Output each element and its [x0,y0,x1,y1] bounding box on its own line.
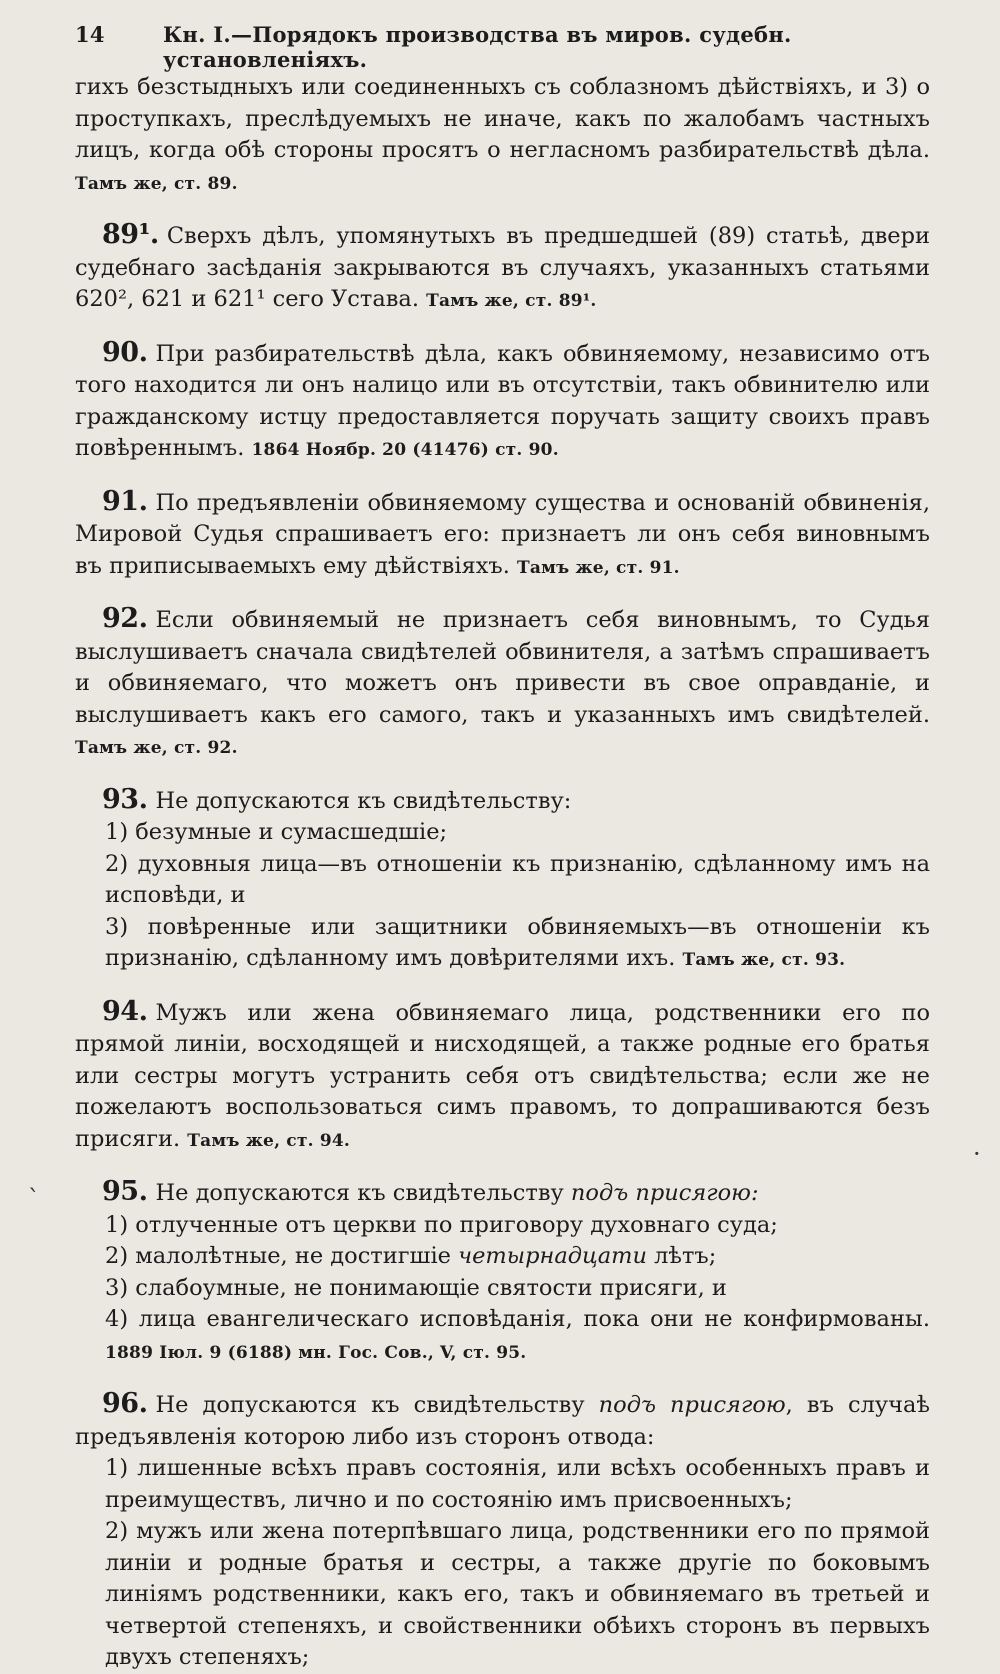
stray-ink-mark: ˋ [28,1185,40,1213]
article-90 [75,337,930,467]
source-reference: Тамъ же, ст. 89. [75,173,238,194]
article-lead [75,1176,930,1210]
article-96 [75,1388,930,1674]
article-94 [75,996,930,1158]
article-text: Мужъ или жена обвиняемаго лица, родственники его по прямой линіи, восходящей и нисходящей, а также родные его братья или сестры могутъ устранить себя отъ свидѣтельства; если же не пожелаютъ воспользоваться симъ правомъ, то допрашиваются безъ присяги. [75,999,930,1152]
article-number: 90. [102,336,148,368]
list-item: 1) лишенные всѣхъ правъ состоянія, или всѣхъ особенныхъ правъ и преимуществъ, лично и по состоянію имъ присвоенныхъ; [105,1455,930,1513]
article-91 [75,486,930,585]
list-item [75,1241,930,1273]
stray-ink-mark: · [973,1140,981,1168]
list-item-tail: лѣтъ; [646,1243,717,1269]
article-92 [75,603,930,765]
list-item-italic: четырнадцати [458,1243,647,1269]
article-text-italic: подъ присягою: [570,1180,759,1206]
article-89-1 [75,219,930,318]
list-item: 2) мужъ или жена потерпѣвшаго лица, родственники его по прямой линіи и родные братья и сестры, а также другіе по боковымъ линіямъ родственники, какъ его, такъ и обвиняемаго въ третьей и четвертой степеняхъ, и свойственники обѣихъ сторонъ въ первыхъ двухъ степеняхъ; [105,1518,930,1670]
article-text-tail: , въ случаѣ предъявленія которою либо изъ сторонъ отвода: [75,1392,930,1450]
list-item-text: 4) лица евангелическаго исповѣданія, пока они не конфирмованы. [105,1306,930,1332]
list-item: 1) отлученные отъ церкви по приговору духовнаго суда; [105,1211,778,1238]
page-number: 14 [75,22,105,47]
source-reference: 1889 Іюл. 9 (6188) мн. Гос. Сов., V, ст. 95. [105,1342,527,1363]
article-number: 94. [102,995,148,1027]
article-text: По предъявленіи обвиняемому существа и основаній обвиненія, Мировой Судья спрашиваетъ его: признаетъ ли онъ себя виновнымъ въ приписываемыхъ ему дѣйствіяхъ. [75,489,930,579]
source-reference: Тамъ же, ст. 91. [517,557,680,578]
article-text: Если обвиняемый не признаетъ себя виновнымъ, то Судья выслушиваетъ сначала свидѣтелей обвинителя, а затѣмъ спрашиваетъ и обвиняемаго, что можетъ онъ привести въ свое оправданіе, и выслушиваетъ какъ его самого, такъ и указанныхъ имъ свидѣтелей. [75,607,930,728]
running-header [75,22,930,72]
article-text-italic: подъ присягою [598,1392,786,1418]
list-item: 2) духовныя лица—въ отношеніи къ признанію, сдѣланному имъ на исповѣди, и [105,850,930,908]
list-item: 1) безумные и сумасшедшіе; [105,819,448,845]
article-number: 95. [102,1176,148,1207]
article-number: 96. [102,1388,148,1419]
list-item-text: 2) малолѣтные, не достигшіе [105,1243,459,1269]
article-text: Не допускаются къ свидѣтельству: [155,787,572,814]
article-lead [75,784,930,818]
list-item: 3) слабоумные, не понимающіе святости присяги, и [105,1274,727,1301]
source-reference: Тамъ же, ст. 92. [75,738,238,758]
source-reference: Тамъ же, ст. 89¹. [426,291,597,311]
article-number: 93. [102,783,148,815]
list-item-text: 3) повѣренные или защитники обвиняемыхъ—въ отношеніи къ признанію, сдѣланному имъ довѣрителями ихъ. [105,913,930,971]
list-item [75,1304,930,1369]
running-title: Кн. I.—Порядокъ производства въ миров. судебн. установленіяхъ. [163,22,792,72]
article-number: 89¹. [102,219,159,250]
list-item [75,912,930,977]
article-text: При разбирательствѣ дѣла, какъ обвиняемому, независимо отъ того находится ли онъ налицо или въ отсутствіи, такъ обвинителю или гражданскому истцу предоставляется поручать защиту своихъ правъ повѣреннымъ. [75,340,930,461]
continued-paragraph [75,72,930,200]
article-95 [75,1176,930,1369]
article-number: 91. [102,485,148,517]
source-reference: 1864 Ноябр. 20 (41476) ст. 90. [251,440,559,460]
paragraph-text: гихъ безстыдныхъ или соединенныхъ съ соблазномъ дѣйствіяхъ, и 3) о проступкахъ, преслѣдуемыхъ не иначе, какъ по жалобамъ частныхъ лицъ, когда обѣ стороны просятъ о негласномъ разбирательствѣ дѣла. [75,74,930,163]
article-number: 92. [102,603,148,634]
article-text: Сверхъ дѣлъ, упомянутыхъ въ предшедшей (89) статьѣ, двери судебнаго засѣданія закрываются въ случаяхъ, указанныхъ статьями 620², 621 и 621¹ сего Устава. [75,223,930,312]
article-text: Не допускаются къ свидѣтельству [155,1180,571,1206]
article-93 [75,784,930,977]
article-text: Не допускаются къ свидѣтельству [155,1392,599,1418]
source-reference: Тамъ же, ст. 93. [682,950,846,970]
article-lead [75,1388,930,1453]
source-reference: Тамъ же, ст. 94. [187,1130,351,1151]
